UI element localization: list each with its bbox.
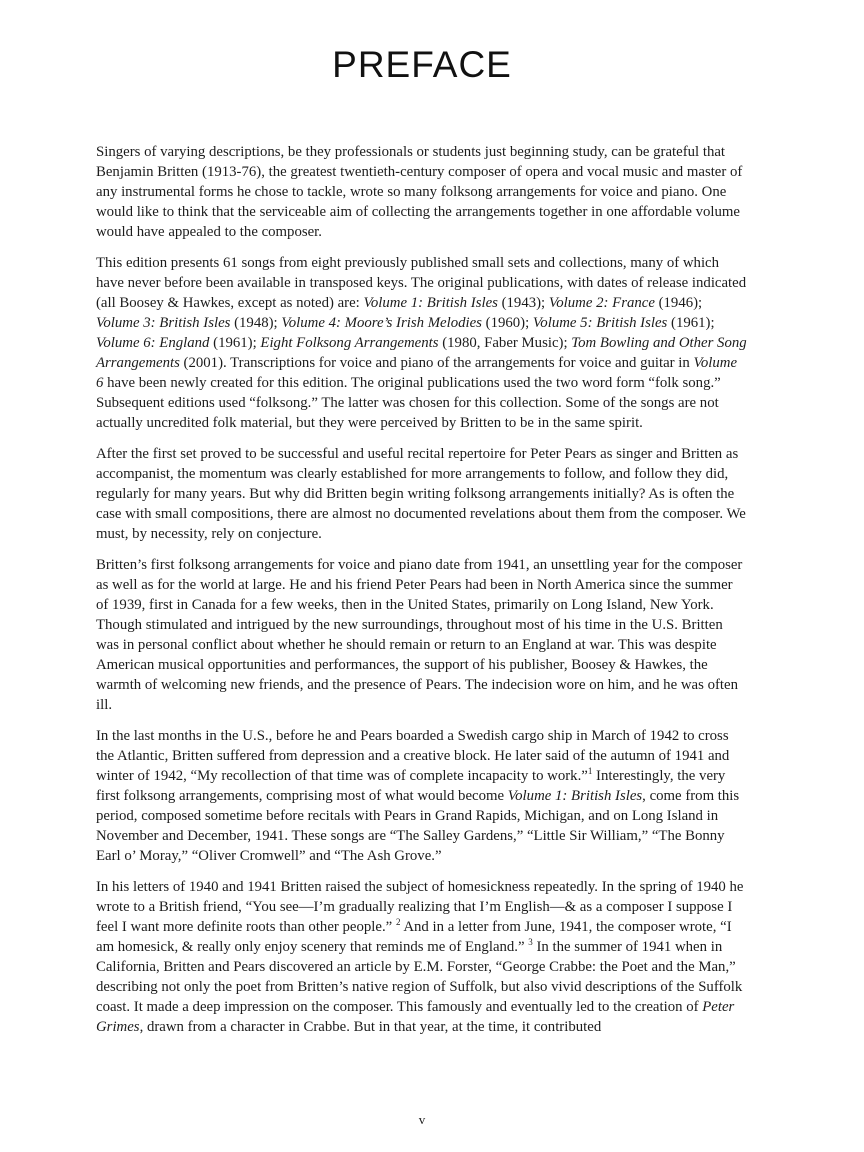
text-segment: (1961); — [209, 335, 261, 351]
text-segment: Volume 1: British Isles — [507, 788, 643, 804]
text-segment: (1980, Faber Music); — [438, 335, 572, 351]
text-segment: After the first set proved to be successful and useful recital repertoire for Peter Pears as singer and Britten as accompanist, the momentum was clearly established for more arrangements to follow, and follow they did, regularly for many years. But why did Britten begin writing folksong arrangements initially? As is often the case with small compositions, there are almost no documented revelations about them from the composer. We must, by necessity, rely on conjecture. — [96, 446, 746, 542]
text-segment: Volume 4: Moore’s Irish Melodies — [281, 315, 482, 331]
text-segment: (2001). Transcriptions for voice and piano of the arrangements for voice and guitar in — [179, 355, 694, 371]
text-segment: (1946); — [654, 295, 703, 311]
text-segment: Volume 2: France — [548, 295, 655, 311]
footnote-marker: 1 — [587, 766, 593, 777]
text-segment: (1943); — [497, 295, 549, 311]
text-segment: , come from this period, composed sometime before recitals with Pears in Grand Rapids, Michigan, and on Long Island in November and December, 1941. These songs are “The Salley Gardens,” “Little Sir William,” “The Bonny Earl o’ Moray,” “Oliver Cromwell” and “The Ash Grove.” — [96, 788, 740, 864]
text-segment: In the summer of 1941 when in California, Britten and Pears discovered an article by E.M. Forster, “George Crabbe: the Poet and the Man,” describing not only the poet from Britten’s native region of Suffolk, but also vivid descriptions of the Suffolk coast. It made a deep impression on the composer. This famously and eventually led to the creation of — [96, 939, 743, 1015]
text-segment: Volume 6 — [96, 355, 738, 391]
text-segment: Volume 6: England — [96, 335, 210, 351]
text-segment: Singers of varying descriptions, be they professionals or students just beginning study, can be grateful that Benjamin Britten (1913-76), the greatest twentieth-century composer of opera and vocal music and master of any instrumental forms he chose to tackle, wrote so many folksong arrangements for voice and piano. One would like to think that the serviceable aim of collecting the arrangements together in one affordable volume would have appealed to the composer. — [96, 144, 743, 240]
paragraph — [96, 726, 748, 866]
footnote-marker: 3 — [528, 937, 533, 948]
text-segment: Interestingly, the very first folksong arrangements, comprising most of what would become — [96, 768, 726, 804]
paragraph — [96, 877, 748, 1037]
paragraph — [96, 444, 748, 544]
footnote-marker: 2 — [395, 917, 401, 928]
text-segment: Volume 5: British Isles — [532, 315, 668, 331]
text-segment: , drawn from a character in Crabbe. But in that year, at the time, it contributed — [139, 1019, 602, 1035]
paragraph — [96, 142, 748, 242]
text-segment: Tom Bowling and Other Song Arrangements — [96, 335, 747, 371]
text-segment: have been newly created for this edition. The original publications used the two word form “folk song.” Subsequent editions used “folksong.” The latter was chosen for this collection. Some of the songs are not actually uncredited folk material, but they were perceived by Britten to be in the same spirit. — [96, 375, 721, 431]
text-segment: (1960); — [481, 315, 533, 331]
text-segment: Peter Grimes — [96, 999, 735, 1035]
text-segment: (1948); — [230, 315, 282, 331]
paragraph — [96, 253, 748, 433]
text-segment: Volume 3: British Isles — [96, 315, 231, 331]
text-segment: Volume 1: British Isles — [363, 295, 498, 311]
page-number: v — [418, 1112, 426, 1127]
text-segment: (1961); — [667, 315, 715, 331]
text-segment: This edition presents 61 songs from eight previously published small sets and collections, many of which have never before been available in transposed keys. The original publications, with dates of release indicated (all Boosey & Hawkes, except as noted) are: — [96, 255, 747, 311]
text-segment: In the last months in the U.S., before he and Pears boarded a Swedish cargo ship in March of 1942 to cross the Atlantic, Britten suffered from depression and a creative block. He later said of the autumn of 1941 and winter of 1942, “My recollection of that time was of complete incapacity to work.” — [96, 728, 730, 784]
text-segment: And in a letter from June, 1941, the composer wrote, “I am homesick, & really only enjoy scenery that reminds me of England.” — [96, 919, 732, 955]
page-title: PREFACE — [332, 44, 512, 85]
paragraph — [96, 555, 748, 715]
text-segment: In his letters of 1940 and 1941 Britten raised the subject of homesickness repeatedly. In the spring of 1940 he wrote to a British friend, “You see—I’m gradually realizing that I’m English—& as a composer I suppose I feel I want more definite roots than other people.” — [96, 879, 744, 935]
text-segment: Eight Folksong Arrangements — [260, 335, 439, 351]
text-segment: Britten’s first folksong arrangements for voice and piano date from 1941, an unsettling year for the composer as well as for the world at large. He and his friend Peter Pears had been in North America since the summer of 1939, first in Canada for a few weeks, then in the United States, primarily on Long Island, New York. Though stimulated and intrigued by the new surroundings, throughout most of his time in the U.S. Britten was in personal conflict about whether he should remain or return to an England at war. This was despite American musical opportunities and performances, the support of his publisher, Boosey & Hawkes, the warmth of welcoming new friends, and the presence of Pears. The indecision wore on him, and he was often ill. — [96, 557, 743, 713]
preface-body — [96, 142, 748, 1048]
